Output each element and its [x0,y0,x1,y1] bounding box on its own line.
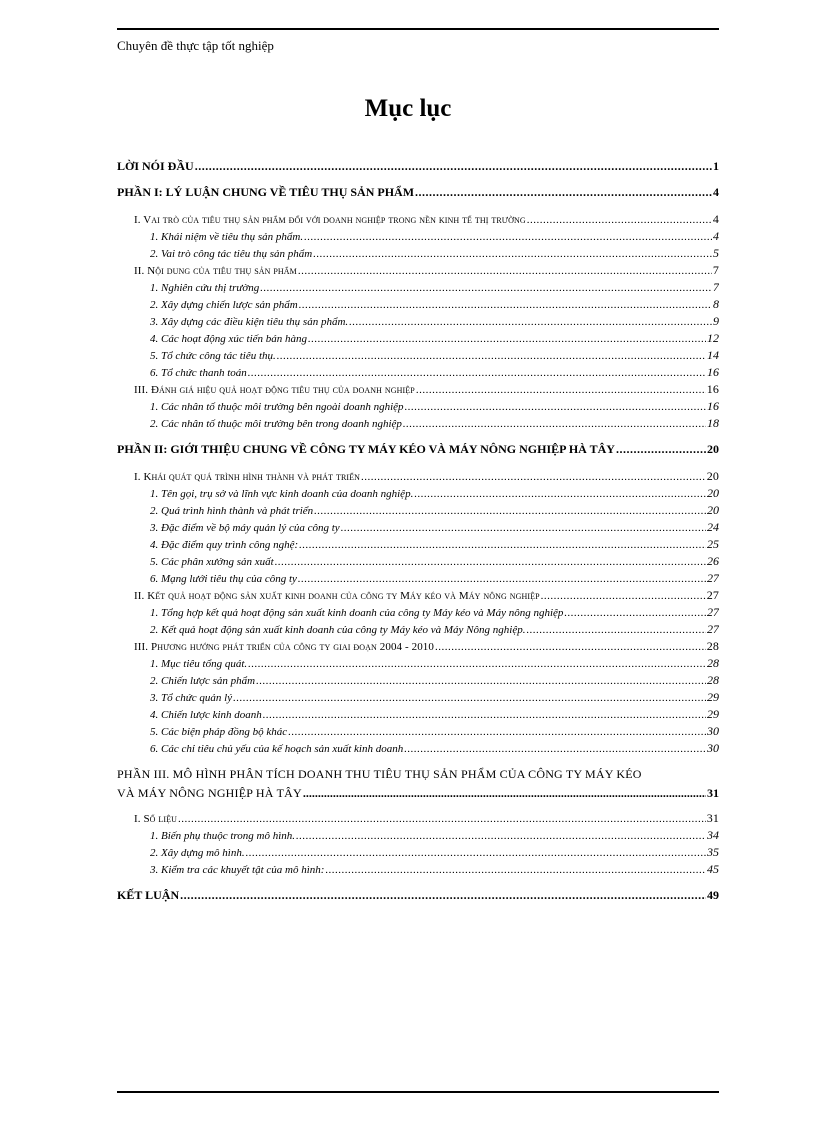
toc-entry-p3-1-1[interactable]: 1. Biến phụ thuộc trong mô hình. ..... 34 [117,827,719,844]
toc-entry-ket-luan[interactable]: KẾT LUẬN ..... 49 [117,887,719,907]
dot-leader [416,382,706,398]
page-number: 9 [713,314,719,328]
dot-leader [263,707,706,723]
dot-leader [403,416,706,432]
toc-entry-p1-2-5[interactable]: 5. Tổ chức công tác tiêu thụ. ..... 14 [117,347,719,364]
dot-leader [313,246,712,262]
dot-leader [298,571,706,587]
toc-entry-p1-1-1[interactable]: 1. Khái niệm về tiêu thụ sản phẩm. ..... 4 [117,228,719,245]
toc-entry-p1-1-2[interactable]: 2. Vai trò công tác tiêu thụ sản phẩm ..... 5 [117,245,719,262]
dot-leader [260,280,712,296]
page-number: 28 [706,639,719,653]
dot-leader [361,469,706,485]
page-number: 28 [707,673,719,687]
page-number: 27 [707,571,719,585]
phan-3-title-line-1: PHẦN III. MÔ HÌNH PHÂN TÍCH DOANH THU TIÊU THỤ SẢN PHẨM CỦA CÔNG TY MÁY KÉO [117,767,642,781]
dot-leader [288,724,706,740]
toc-entry-p3-section-1[interactable]: I. Số liệu ..... 31 [117,810,719,827]
page-number: 29 [707,690,719,704]
toc-entry-loi-noi-dau[interactable]: LỜI NÓI ĐẦU ..... 1 [117,158,719,175]
page-number: 16 [706,382,719,396]
page-number: 24 [707,520,719,534]
toc-entry-phan-1[interactable]: PHẦN I: LÝ LUẬN CHUNG VỀ TIÊU THỤ SẢN PHẨM ..... 4 [117,184,719,204]
page-number: 30 [707,724,719,738]
page-number: 7 [712,263,719,277]
toc-entry-p1-3-1[interactable]: 1. Các nhân tố thuộc môi trường bên ngoài doanh nghiệp ..... 16 [117,398,719,415]
page-number: 27 [707,622,719,636]
toc-entry-p1-section-3[interactable]: III. Đánh giá hiệu quả hoạt động tiêu thụ của doanh nghiệp ..... 16 [117,381,719,398]
page-number: 20 [707,503,719,517]
dot-leader [405,399,706,415]
dot-leader [616,441,706,458]
footer-rule [117,1091,719,1093]
page-number: 29 [707,707,719,721]
header-rule [117,28,719,30]
toc-entry-p2-1-2[interactable]: 2. Quá trình hình thành và phát triển ..... 20 [117,502,719,519]
dot-leader [248,656,706,672]
page-number: 31 [706,811,719,825]
toc-entry-p1-2-4[interactable]: 4. Các hoạt động xúc tiến bán hàng ..... 12 [117,330,719,347]
page-number: 20 [706,469,719,483]
page-number: 34 [707,828,719,842]
page-number: 45 [707,862,719,876]
page-number: 28 [707,656,719,670]
page-title: Mục lục [364,95,452,122]
dot-leader [526,622,706,638]
dot-leader [233,690,706,706]
toc-entry-p2-2-1[interactable]: 1. Tổng hợp kết quả hoạt động sản xuất kinh doanh của công ty Máy kéo và Máy nông nghiệp ..... 27 [117,604,719,621]
toc-entry-p1-2-1[interactable]: 1. Nghiên cứu thị trường ..... 7 [117,279,719,296]
toc-entry-p2-section-3[interactable]: III. Phương hướng phát triển của công ty giai đoạn 2004 - 2010 ..... 28 [117,638,719,655]
page-number: 4 [713,229,719,243]
toc-entry-p1-section-1[interactable]: I. Vai trò của tiêu thụ sản phẩm đối với doanh nghiệp trong nền kinh tế thị trường ..... 4 [117,211,719,228]
page-number: 27 [707,605,719,619]
page-number: 16 [707,365,719,379]
page-number: 7 [713,280,719,294]
toc-entry-p2-3-2[interactable]: 2. Chiến lược sản phẩm ..... 28 [117,672,719,689]
page-number: 1 [713,159,719,173]
dot-leader [178,811,706,827]
dot-leader [303,783,706,803]
toc-entry-p1-2-3[interactable]: 3. Xây dựng các điều kiện tiêu thụ sản phẩm. ..... 9 [117,313,719,330]
dot-leader [246,845,706,861]
dot-leader [275,554,706,570]
dot-leader [404,741,706,757]
dot-leader [180,887,706,904]
dot-leader [527,212,712,228]
dot-leader [414,486,706,502]
dot-leader [248,365,706,381]
page-number: 12 [707,331,719,345]
page-number: 26 [707,554,719,568]
toc-entry-p2-3-3[interactable]: 3. Tổ chức quản lý ..... 29 [117,689,719,706]
toc-entry-p2-3-6[interactable]: 6. Các chỉ tiêu chủ yếu của kế hoạch sản xuất kinh doanh ..... 30 [117,740,719,757]
page-number: 8 [713,297,719,311]
dot-leader [564,605,706,621]
toc-entry-p2-3-5[interactable]: 5. Các biện pháp đồng bộ khác ..... 30 [117,723,719,740]
page-number: 20 [707,442,719,456]
page-number: 25 [707,537,719,551]
dot-leader [435,639,706,655]
toc-entry-p1-section-2[interactable]: II. Nội dung của tiêu thụ sản phẩm ..... 7 [117,262,719,279]
toc-entry-p2-1-3[interactable]: 3. Đặc điểm về bộ máy quản lý của công ty ..... 24 [117,519,719,536]
dot-leader [299,537,706,553]
dot-leader [296,828,706,844]
toc-entry-p2-1-6[interactable]: 6. Mạng lưới tiêu thụ của công ty ..... 27 [117,570,719,587]
phan-3-title-line-2: VÀ MÁY NÔNG NGHIỆP HÀ TÂY [117,786,302,800]
toc-entry-p1-3-2[interactable]: 2. Các nhân tố thuộc môi trường bên trong doanh nghiệp ..... 18 [117,415,719,432]
toc-entry-p2-1-4[interactable]: 4. Đặc điểm quy trình công nghệ: ..... 25 [117,536,719,553]
toc-entry-p2-2-2[interactable]: 2. Kết quả hoạt động sản xuất kinh doanh của công ty Máy kéo và Máy Nông nghiệp. ..... 27 [117,621,719,638]
toc-entry-phan-2[interactable]: PHẦN II: GIỚI THIỆU CHUNG VỀ CÔNG TY MÁY KÉO VÀ MÁY NÔNG NGHIỆP HÀ TÂY ..... 20 [117,441,719,461]
toc-entry-p1-2-2[interactable]: 2. Xây dựng chiến lược sản phẩm ..... 8 [117,296,719,313]
toc-entry-p2-1-5[interactable]: 5. Các phân xưởng sản xuất ..... 26 [117,553,719,570]
dot-leader [415,184,712,201]
dot-leader [298,263,712,279]
dot-leader [304,229,712,245]
toc-entry-p2-3-4[interactable]: 4. Chiến lược kinh doanh ..... 29 [117,706,719,723]
dot-leader [277,348,706,364]
page-number: 31 [707,786,719,800]
dot-leader [314,503,706,519]
page-number: 27 [706,588,719,602]
page-number: 49 [707,888,719,902]
dot-leader [195,158,712,175]
dot-leader [325,862,706,878]
page-number: 5 [713,246,719,260]
dot-leader [541,588,706,604]
toc-entry-p3-1-2[interactable]: 2. Xây dựng mô hình. ..... 35 [117,844,719,861]
dot-leader [256,673,706,689]
table-of-contents [117,158,719,907]
page-number: 20 [707,486,719,500]
page-number: 14 [707,348,719,362]
running-header: Chuyên đề thực tập tốt nghiệp [117,38,274,53]
toc-entry-p3-1-3[interactable]: 3. Kiểm tra các khuyết tật của mô hình: ..... 45 [117,861,719,878]
dot-leader [349,314,712,330]
dot-leader [308,331,706,347]
toc-entry-p2-section-2[interactable]: II. Kết quả hoạt động sản xuất kinh doanh của công ty Máy kéo và Máy nông nghiệp ..... 27 [117,587,719,604]
toc-entry-p2-section-1[interactable]: I. Khái quát quá trình hình thành và phát triển ..... 20 [117,468,719,485]
toc-entry-p2-1-1[interactable]: 1. Tên gọi, trụ sở và lĩnh vực kinh doanh của doanh nghiệp. ..... 20 [117,485,719,502]
page-number: 16 [707,399,719,413]
page-number: 35 [707,845,719,859]
toc-entry-phan-3[interactable] [117,766,719,803]
toc-entry-p2-3-1[interactable]: 1. Mục tiêu tổng quát. ..... 28 [117,655,719,672]
toc-entry-p1-2-6[interactable]: 6. Tổ chức thanh toán ..... 16 [117,364,719,381]
page-number: 18 [707,416,719,430]
page-number: 4 [712,212,719,226]
dot-leader [341,520,706,536]
dot-leader [299,297,712,313]
page-number: 4 [713,185,719,199]
page-number: 30 [707,741,719,755]
